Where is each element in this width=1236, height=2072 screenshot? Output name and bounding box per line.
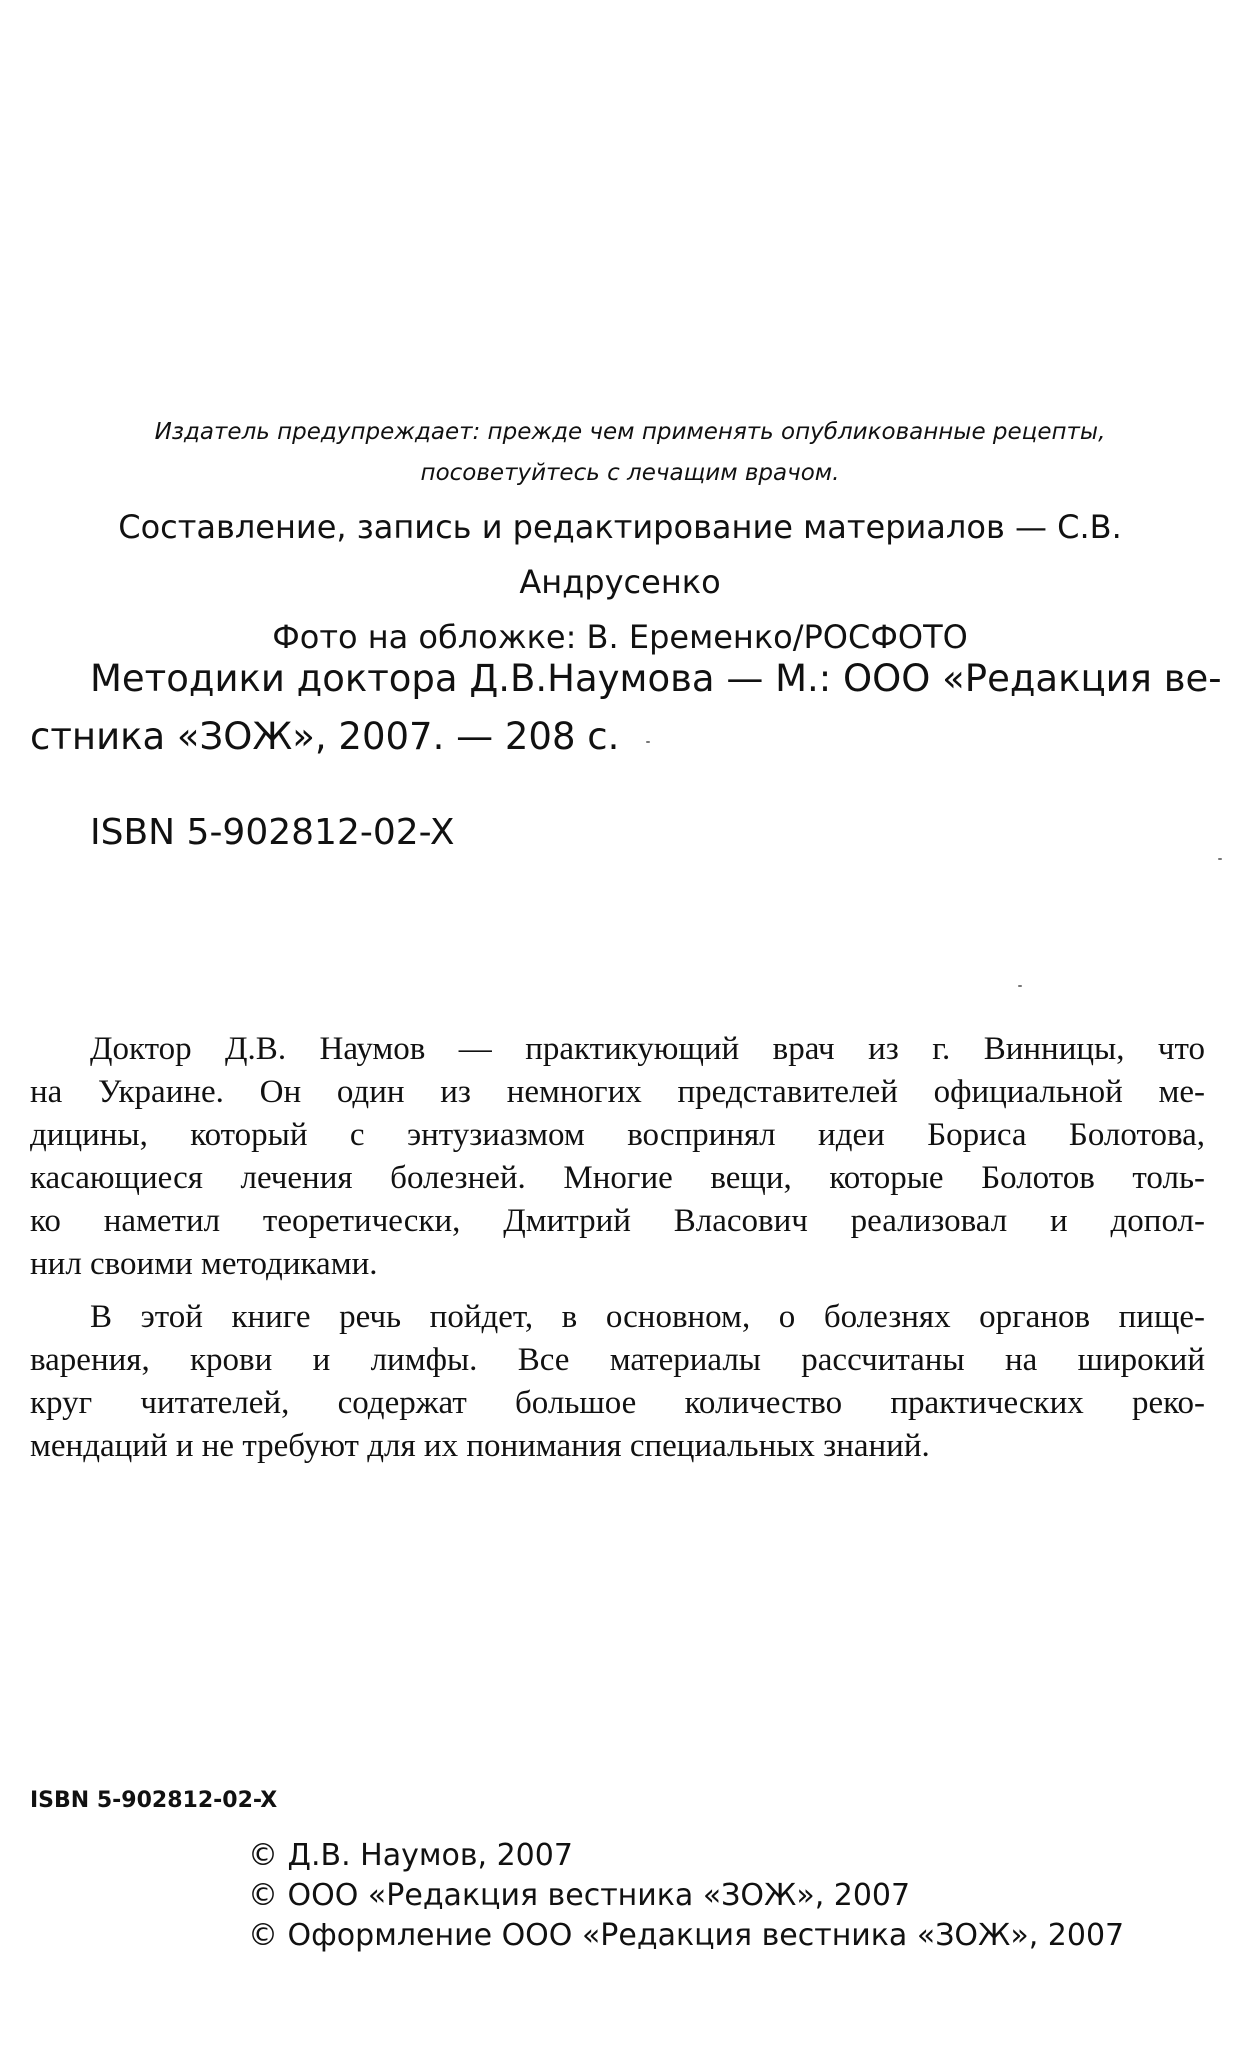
- publisher-warning-line-1: Издатель предупреждает: прежде чем применять опубликованные рецепты,: [154, 419, 1106, 445]
- annotation: [30, 1028, 1205, 1468]
- annotation-line: круг читателей, содержат большое количество практических реко-: [30, 1385, 1205, 1421]
- annotation-line: нил своими методиками.: [30, 1246, 378, 1282]
- publisher-warning: [90, 412, 1170, 494]
- annotation-line: дицины, который с энтузиазмом воспринял идеи Бориса Болотова,: [30, 1117, 1205, 1153]
- annotation-line: ко наметил теоретически, Дмитрий Власович реализовал и допол-: [30, 1203, 1205, 1239]
- scan-speck: [1218, 858, 1222, 860]
- copyright-publisher: © ООО «Редакция вестника «ЗОЖ», 2007: [248, 1878, 911, 1913]
- copyright-author: © Д.В. Наумов, 2007: [248, 1838, 573, 1873]
- annotation-line: Доктор Д.В. Наумов — практикующий врач из г. Винницы, что: [90, 1031, 1205, 1067]
- copyright-notices: [248, 1836, 1124, 1956]
- annotation-line: В этой книге речь пойдет, в основном, о болезнях органов пище-: [90, 1299, 1205, 1335]
- cover-photo-credit: Фото на обложке: В. Еременко/РОСФОТО: [272, 618, 968, 656]
- publisher-warning-line-2: посоветуйтесь с лечащим врачом.: [420, 460, 840, 486]
- annotation-line: мендаций и не требуют для их понимания специальных знаний.: [30, 1428, 930, 1464]
- isbn-bottom: ISBN 5-902812-02-X: [30, 1788, 278, 1813]
- scan-speck: [1018, 985, 1022, 987]
- annotation-paragraph-1: [30, 1028, 1205, 1286]
- annotation-line: на Украине. Он один из немногих представителей официальной ме-: [30, 1074, 1205, 1110]
- copyright-design: © Оформление ООО «Редакция вестника «ЗОЖ», 2007: [248, 1918, 1125, 1953]
- bibliographic-record: [30, 650, 1222, 766]
- isbn-main: ISBN 5-902812-02-X: [90, 812, 455, 853]
- bibliographic-line-2: стника «ЗОЖ», 2007. — 208 с.: [30, 715, 620, 758]
- scan-speck: [646, 741, 650, 743]
- compiler-credit: Составление, запись и редактирование материалов — С.В. Андрусенко: [118, 508, 1122, 601]
- annotation-paragraph-2: [30, 1296, 1205, 1468]
- credits: [30, 500, 1210, 665]
- bibliographic-line-1: Методики доктора Д.В.Наумова — М.: ООО «Редакция ве-: [90, 657, 1222, 700]
- annotation-line: варения, крови и лимфы. Все материалы рассчитаны на широкий: [30, 1342, 1205, 1378]
- annotation-line: касающиеся лечения болезней. Многие вещи, которые Болотов толь-: [30, 1160, 1205, 1196]
